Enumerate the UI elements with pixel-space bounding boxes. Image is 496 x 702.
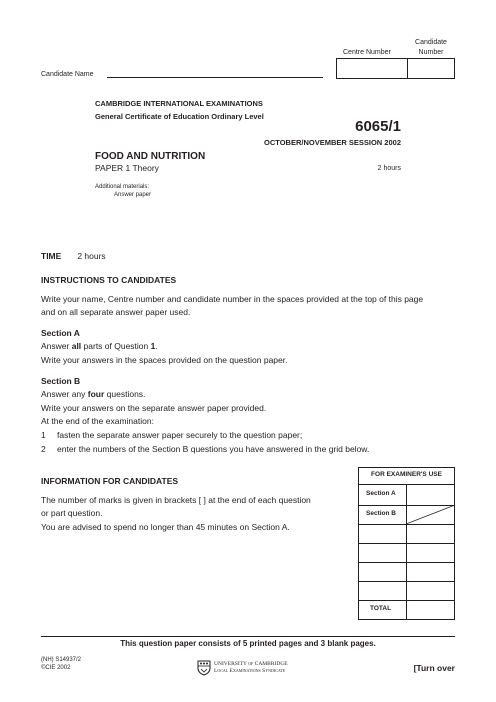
grid-row-section-a: Section A	[366, 490, 396, 497]
copyright: ©CIE 2002	[41, 665, 71, 671]
ucles-crest-icon	[197, 660, 211, 676]
ucles-logo-text: UNIVERSITY of CAMBRIDGE Local Examinations Syndicate	[214, 661, 288, 674]
centre-number-label: Centre Number	[343, 49, 391, 56]
section-b-line-1: Answer any four questions.	[41, 389, 146, 400]
exam-session: OCTOBER/NOVEMBER SESSION 2002	[264, 138, 401, 147]
section-b-item-2: 2 enter the numbers of the Section B questions you have answered in the grid below.	[41, 443, 370, 454]
additional-materials-label: Additional materials:	[95, 184, 150, 190]
grid-row-section-b: Section B	[366, 510, 396, 517]
section-a-line-2: Write your answers in the spaces provided on the question paper.	[41, 354, 288, 365]
instructions-intro-2: and on all separate answer paper used.	[41, 307, 191, 318]
instructions-block	[41, 274, 461, 456]
qualification: General Certificate of Education Ordinary Level	[95, 112, 264, 121]
turn-over-label: [Turn over	[413, 663, 455, 673]
candidate-number-label: Candidate Number	[415, 39, 447, 56]
instructions-heading: INSTRUCTIONS TO CANDIDATES	[41, 275, 177, 285]
paper-duration: 2 hours	[377, 165, 401, 172]
section-b-heading: Section B	[41, 375, 81, 386]
paper-title: PAPER 1 Theory	[95, 163, 159, 173]
section-a-heading: Section A	[41, 327, 80, 338]
information-heading: INFORMATION FOR CANDIDATES	[41, 476, 179, 486]
candidate-name-label: Candidate Name	[41, 71, 94, 78]
box-divider	[407, 58, 408, 79]
footer-rule	[41, 636, 455, 637]
information-block	[41, 475, 341, 534]
examiner-grid-heading: FOR EXAMINER'S USE	[371, 471, 442, 478]
section-a-line-1: Answer all parts of Question 1.	[41, 341, 158, 352]
information-line-2: or part question.	[41, 508, 103, 519]
subject-title: FOOD AND NUTRITION	[95, 151, 206, 162]
pages-note: This question paper consists of 5 printed pages and 3 blank pages.	[120, 639, 376, 648]
candidate-name-line[interactable]	[107, 77, 323, 78]
grid-diagonal	[406, 505, 455, 525]
time-label: TIME	[41, 251, 62, 261]
exam-board: CAMBRIDGE INTERNATIONAL EXAMINATIONS	[95, 99, 263, 108]
time-row	[41, 251, 106, 262]
additional-materials-item: Answer paper	[114, 192, 152, 198]
information-line-1: The number of marks is given in brackets [ ] at the end of each question	[41, 494, 311, 505]
section-b-line-2: Write your answers on the separate answer paper provided.	[41, 402, 267, 413]
exam-code: 6065/1	[355, 118, 401, 135]
instructions-intro-1: Write your name, Centre number and candidate number in the spaces provided at the top of this page	[41, 293, 424, 304]
centre-candidate-number-boxes[interactable]	[336, 58, 455, 79]
grid-total-label: TOTAL	[370, 605, 392, 612]
section-b-line-3: At the end of the examination:	[41, 416, 154, 427]
ref-code: (NH) S14937/2	[41, 657, 82, 663]
information-line-3: You are advised to spend no longer than 45 minutes on Section A.	[41, 521, 290, 532]
section-b-item-1: 1 fasten the separate answer paper securely to the question paper;	[41, 429, 303, 440]
time-value: 2 hours	[77, 251, 106, 261]
